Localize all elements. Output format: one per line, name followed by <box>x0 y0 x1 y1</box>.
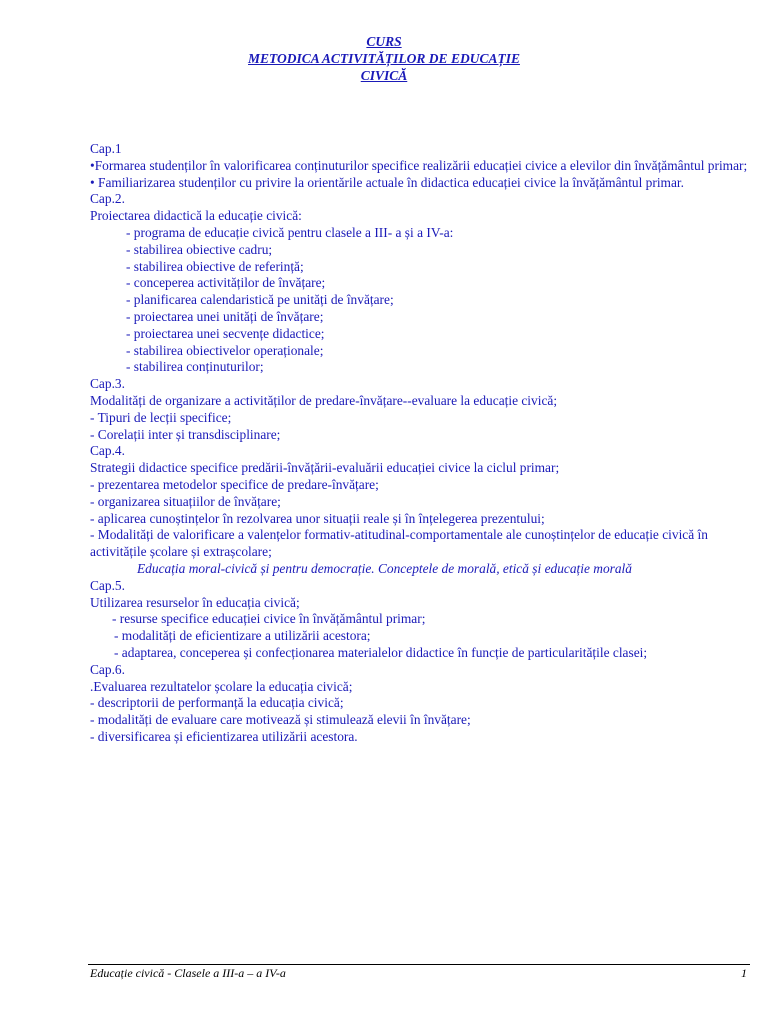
objective-item: •Formarea studenților în valorificarea conținuturilor specifice realizării educației civice a elevilor din învățământul primar; <box>90 157 748 173</box>
list-item: - organizarea situațiilor de învățare; <box>90 493 281 509</box>
italic-subtopic: Educația moral-civică și pentru democrație. Conceptele de morală, etică și educație morală <box>137 560 632 576</box>
chapter-topic: Strategii didactice specifice predării-învățării-evaluării educației civice la ciclul primar; <box>90 460 560 476</box>
list-item: - stabilirea obiective de referință; <box>126 258 304 274</box>
course-label: CURS <box>366 34 402 49</box>
list-item: - Modalități de valorificare a valențelor formativ-atitudinal-comportamentale ale cunoștințelor de educație civică în activitățile școlare și extrașcolare; <box>90 527 708 560</box>
list-item: - stabilirea obiective cadru; <box>126 241 273 257</box>
list-item: - Tipuri de lecții specifice; <box>90 409 232 425</box>
footer-caption: Educație civică - Clasele a III-a – a IV-a <box>90 966 286 980</box>
list-item: - descriptorii de performanță la educația civică; <box>90 695 344 711</box>
list-item: - planificarea calendaristică pe unități de învățare; <box>126 292 394 308</box>
list-item: - modalități de evaluare care motivează și stimulează elevii în învățare; <box>90 712 471 728</box>
chapter-topic: Utilizarea resurselor în educația civică; <box>90 594 300 610</box>
page-number: 1 <box>741 966 747 980</box>
objective-item: • Familiarizarea studenților cu privire la orientările actuale în didactica educației civice la învățământul primar. <box>90 174 684 190</box>
chapter-heading: Cap.1 <box>90 141 122 156</box>
list-item: - conceperea activităților de învățare; <box>126 275 326 291</box>
list-item: - proiectarea unei unități de învățare; <box>126 308 324 324</box>
list-item: - adaptarea, conceperea și confecționarea materialelor didactice în funcție de particularitățile clasei; <box>114 644 648 660</box>
list-item: - aplicarea cunoștințelor în rezolvarea unor situații reale și în înțelegerea prezentului; <box>90 510 545 526</box>
syllabus-body <box>90 141 750 746</box>
list-item: - stabilirea obiectivelor operaționale; <box>126 342 324 358</box>
list-item: - stabilirea conținuturilor; <box>126 359 264 375</box>
chapter-heading: Cap.3. <box>90 376 125 392</box>
list-item: - resurse specifice educației civice în învățământul primar; <box>112 611 426 627</box>
chapter-heading: Cap.5. <box>90 577 125 593</box>
chapter-topic: .Evaluarea rezultatelor școlare la educația civică; <box>90 678 353 694</box>
course-title: METODICA ACTIVITĂȚILOR DE EDUCAȚIE <box>248 51 520 66</box>
list-item: - diversificarea și eficientizarea utilizării acestora. <box>90 728 358 744</box>
course-title-continued: CIVICĂ <box>360 68 408 83</box>
chapter-heading: Cap.4. <box>90 443 125 459</box>
chapter-heading: Cap.6. <box>90 661 125 677</box>
list-item: - programa de educație civică pentru clasele a III- a și a IV-a: <box>126 224 454 240</box>
footer-divider <box>88 964 750 965</box>
list-item: - prezentarea metodelor specifice de predare-învățare; <box>90 476 379 492</box>
list-item: - Corelații inter și transdisciplinare; <box>90 426 281 442</box>
list-item: - proiectarea unei secvențe didactice; <box>126 325 325 341</box>
chapter-topic: Proiectarea didactică la educație civică: <box>90 208 302 224</box>
list-item: - modalități de eficientizare a utilizării acestora; <box>114 628 371 644</box>
chapter-heading: Cap.2. <box>90 191 125 207</box>
chapter-topic: Modalități de organizare a activităților de predare-învățare--evaluare la educație civică; <box>90 392 558 408</box>
